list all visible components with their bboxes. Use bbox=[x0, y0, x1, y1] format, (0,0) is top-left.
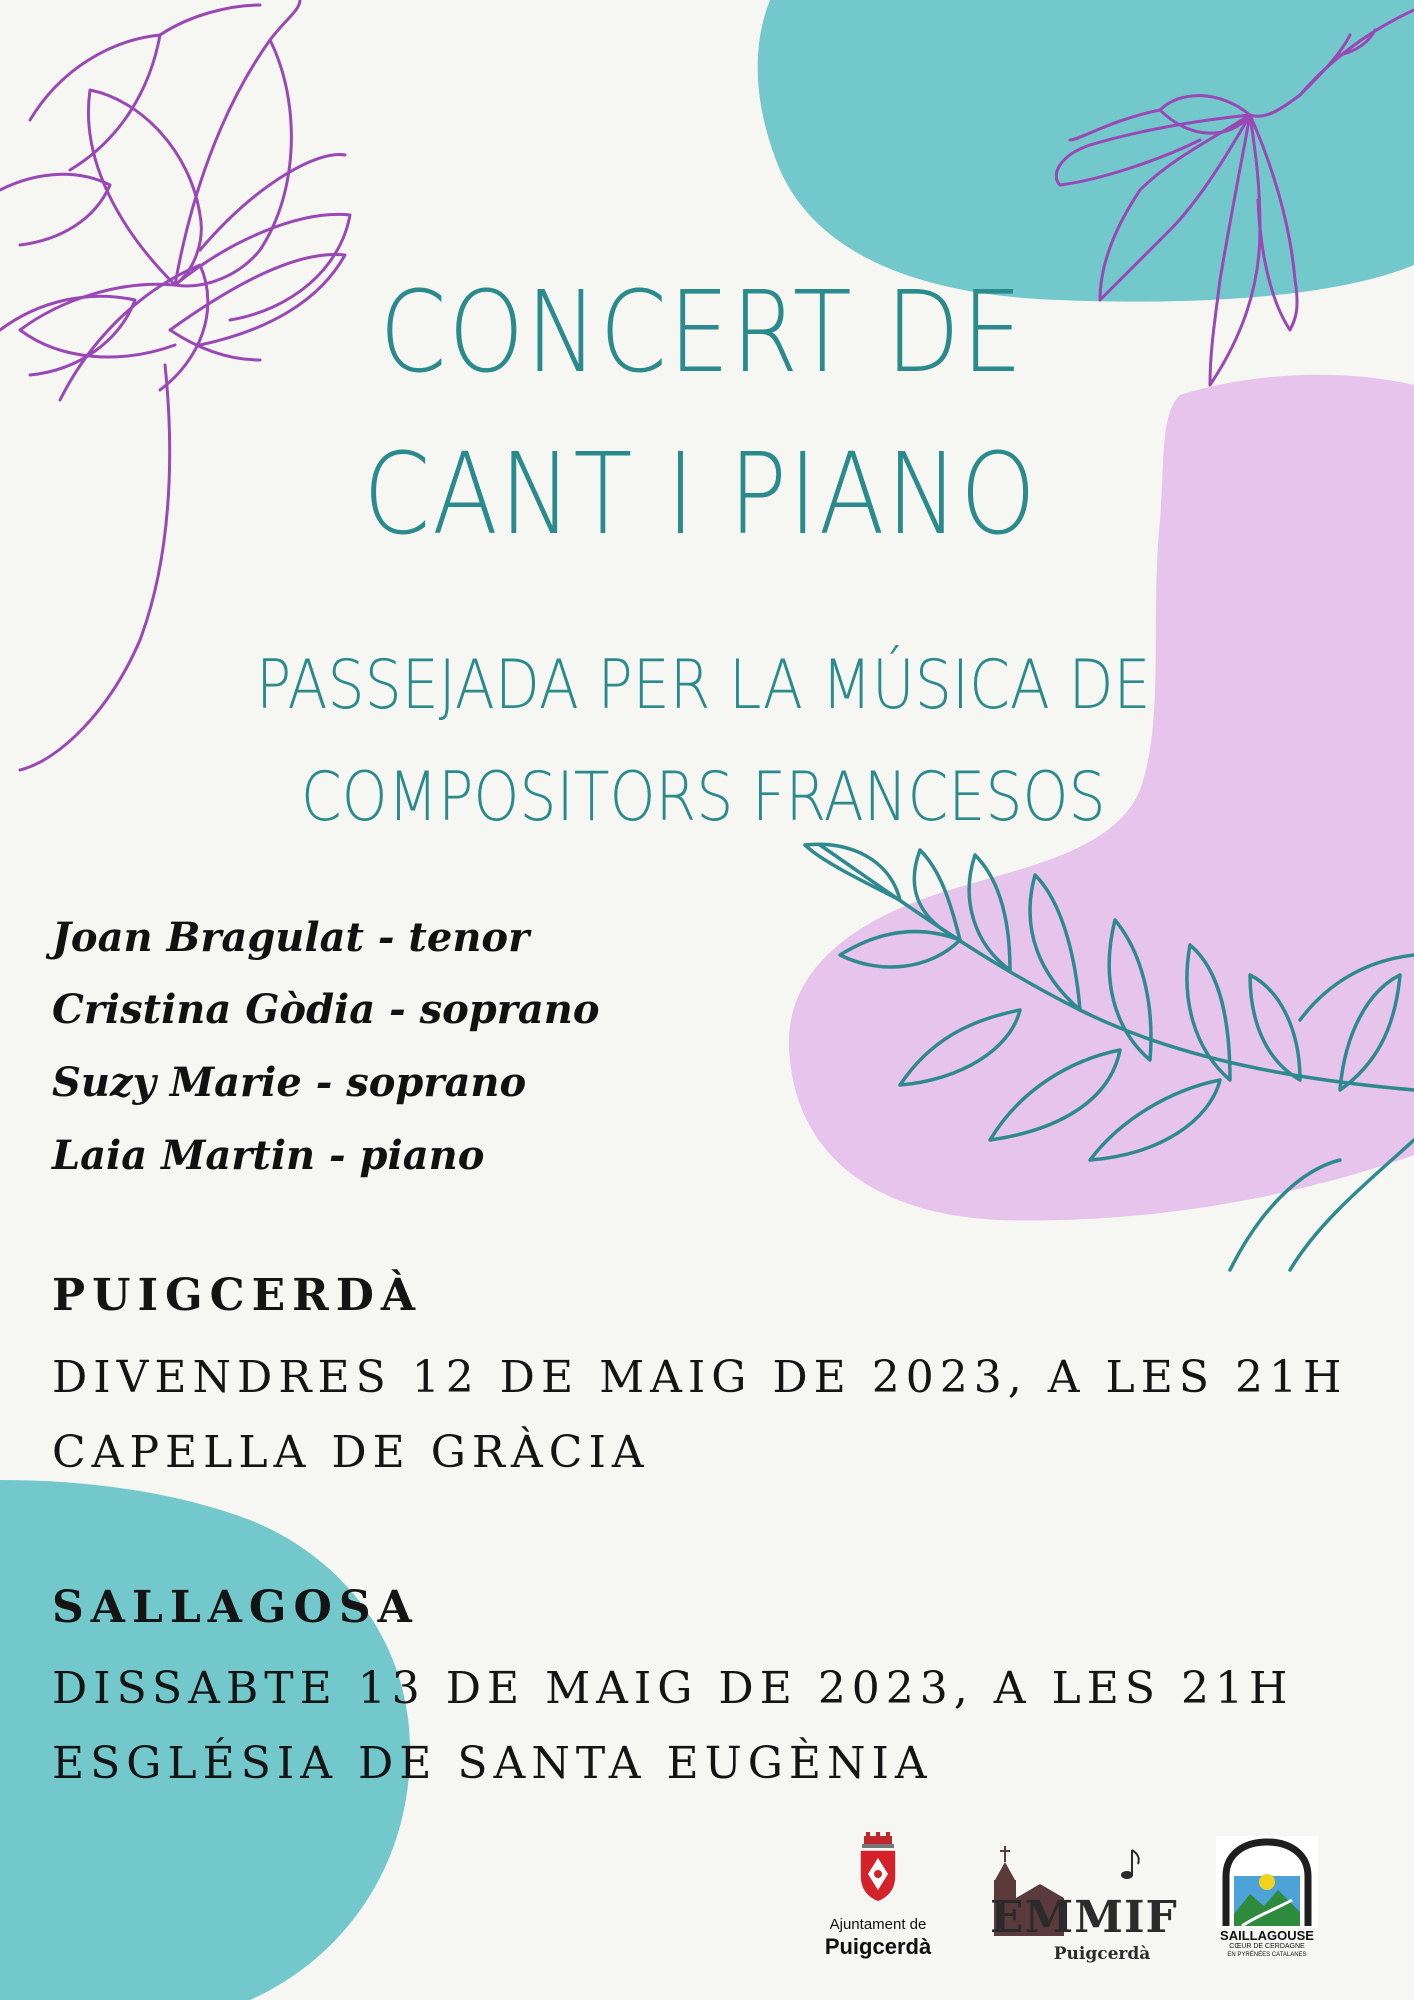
emmif-place: Puigcerdà bbox=[1053, 1944, 1151, 1964]
saillagouse-tagline-1: CŒUR DE CERDAGNE bbox=[1229, 1943, 1305, 1950]
venue-date: DIVENDRES 12 DE MAIG DE 2023, A LES 21H bbox=[52, 1352, 1348, 1403]
concert-title-line-1: CONCERT DE bbox=[379, 268, 1025, 398]
sun-arch-mountain-icon bbox=[1216, 1836, 1318, 1928]
coat-of-arms-icon bbox=[808, 1832, 948, 1914]
subtitle-line-2: COMPOSITORS FRANCESOS bbox=[300, 758, 1106, 837]
ajuntament-line-2: Puigcerdà bbox=[824, 1934, 932, 1959]
venue-city: PUIGCERDÀ bbox=[52, 1270, 423, 1321]
ajuntament-puigcerda-logo bbox=[808, 1832, 948, 1962]
performer-item: Suzy Marie - soprano bbox=[52, 1059, 527, 1106]
saillagouse-tagline-2: EN PYRÉNÉES CATALANES bbox=[1227, 1952, 1307, 1958]
venue-city: SALLAGOSA bbox=[52, 1582, 419, 1633]
venue-place: CAPELLA DE GRÀCIA bbox=[52, 1427, 650, 1478]
performer-item: Laia Martin - piano bbox=[52, 1132, 485, 1179]
subtitle-line-1: PASSEJADA PER LA MÚSICA DE bbox=[255, 646, 1151, 725]
venue-date: DISSABTE 13 DE MAIG DE 2023, A LES 21H bbox=[52, 1663, 1294, 1714]
saillagouse-name: SAILLAGOUSE bbox=[1220, 1928, 1314, 1943]
saillagouse-logo bbox=[1216, 1836, 1318, 1966]
emmif-name: EMMIF bbox=[990, 1892, 1178, 1943]
venue-place: ESGLÉSIA DE SANTA EUGÈNIA bbox=[52, 1738, 933, 1789]
performer-item: Joan Bragulat - tenor bbox=[52, 914, 530, 961]
concert-title-line-2: CANT I PIANO bbox=[363, 430, 1038, 560]
emmif-logo bbox=[990, 1840, 1176, 1970]
performer-item: Cristina Gòdia - soprano bbox=[52, 986, 600, 1033]
ajuntament-line-1: Ajuntament de bbox=[829, 1916, 927, 1933]
